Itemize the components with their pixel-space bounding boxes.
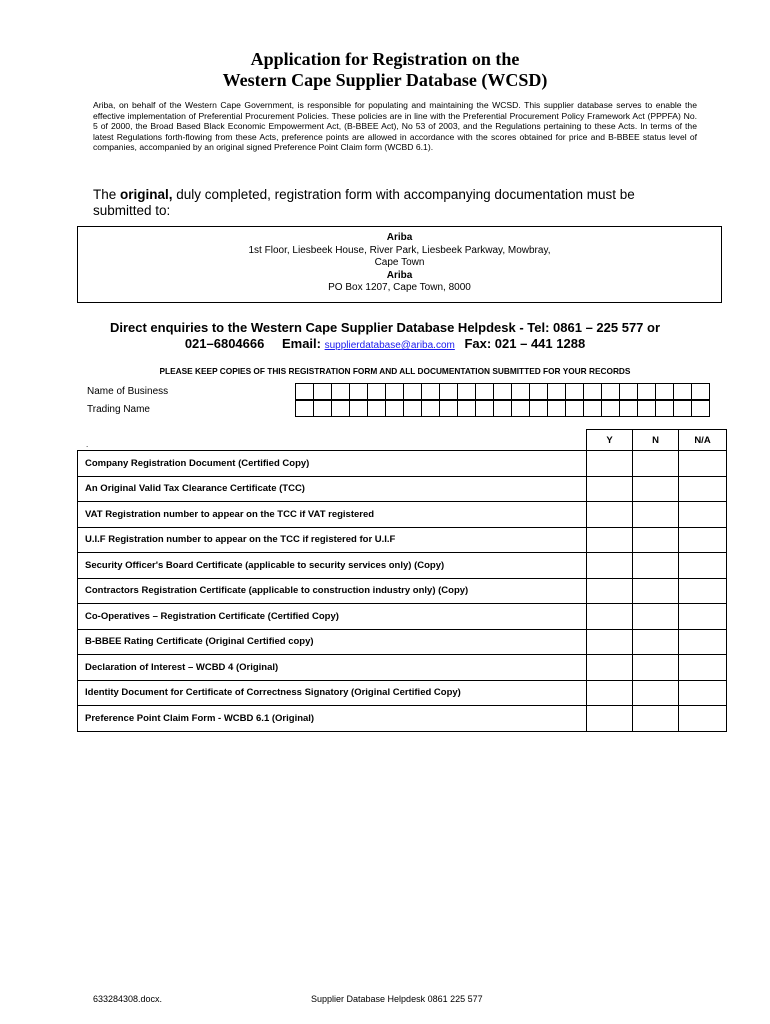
checkbox-cell-na[interactable] bbox=[679, 502, 727, 528]
checklist-item-label: Co-Operatives – Registration Certificate (Certified Copy) bbox=[78, 604, 587, 630]
business-name-label: Name of Business bbox=[87, 386, 169, 397]
enquiries-line-2 bbox=[60, 336, 710, 354]
table-row bbox=[78, 527, 727, 553]
checkbox-cell-y[interactable] bbox=[587, 527, 633, 553]
address-name-2: Ariba bbox=[386, 269, 413, 281]
table-row bbox=[78, 451, 727, 477]
checkbox-cell-n[interactable] bbox=[633, 527, 679, 553]
checklist-item-label: An Original Valid Tax Clearance Certificate (TCC) bbox=[78, 476, 587, 502]
checkbox-cell-n[interactable] bbox=[633, 476, 679, 502]
table-row bbox=[78, 476, 727, 502]
table-row bbox=[78, 502, 727, 528]
checklist-item-label: B-BBEE Rating Certificate (Original Certified copy) bbox=[78, 629, 587, 655]
checkbox-cell-na[interactable] bbox=[679, 604, 727, 630]
enquiries-phone-2: 021–6804666 bbox=[184, 336, 265, 351]
checklist-header-blank bbox=[78, 430, 587, 451]
checkbox-cell-y[interactable] bbox=[587, 502, 633, 528]
submission-text-pre: The bbox=[93, 187, 121, 202]
checkbox-cell-na[interactable] bbox=[679, 451, 727, 477]
address-line-1: 1st Floor, Liesbeek House, River Park, Liesbeek Parkway, Mowbray, bbox=[248, 244, 551, 256]
checkbox-cell-y[interactable] bbox=[587, 578, 633, 604]
checklist-item-label: Declaration of Interest – WCBD 4 (Original) bbox=[78, 655, 587, 681]
checkbox-cell-n[interactable] bbox=[633, 604, 679, 630]
intro-paragraph: Ariba, on behalf of the Western Cape Government, is responsible for populating and maintaining the WCSD. This supplier database serves to enable the effective implementation of Preferential Procurement Policies. These policies are in line with the Preferential Procurement Policy Framework Act (PPPFA) No. 5 of 2000, the Broad Based Black Economic Empowerment Act, (B-BBEE Act), No 53 of 2003, and the Regulations pertaining to these Acts. In terms of the latest Regulations forth-flowing from these Acts, preference points are allowed in accordance with the scores obtained for price and B-BBEE status level of companies, accompanied by an original signed Preference Point Claim form (WCBD 6.1). bbox=[93, 100, 697, 152]
table-row bbox=[78, 553, 727, 579]
table-row bbox=[78, 655, 727, 681]
checkbox-cell-n[interactable] bbox=[633, 655, 679, 681]
table-row bbox=[78, 578, 727, 604]
footer-doc-id: 633284308.docx. bbox=[93, 994, 163, 1004]
title-line-2: Western Cape Supplier Database (WCSD) bbox=[222, 70, 548, 90]
address-box bbox=[77, 226, 722, 303]
checkbox-cell-na[interactable] bbox=[679, 553, 727, 579]
checklist-item-label: Contractors Registration Certificate (applicable to construction industry only) (Copy) bbox=[78, 578, 587, 604]
checkbox-cell-na[interactable] bbox=[679, 655, 727, 681]
checkbox-cell-y[interactable] bbox=[587, 553, 633, 579]
checkbox-cell-y[interactable] bbox=[587, 706, 633, 732]
submission-text-bold: original, bbox=[120, 187, 173, 202]
checklist-item-label: Preference Point Claim Form - WCBD 6.1 (Original) bbox=[78, 706, 587, 732]
checkbox-cell-na[interactable] bbox=[679, 680, 727, 706]
checkbox-cell-y[interactable] bbox=[587, 629, 633, 655]
checklist-item-label: U.I.F Registration number to appear on the TCC if registered for U.I.F bbox=[78, 527, 587, 553]
column-y: Y bbox=[587, 430, 633, 451]
email-label: Email: bbox=[281, 336, 321, 351]
checkbox-cell-n[interactable] bbox=[633, 553, 679, 579]
checkbox-cell-n[interactable] bbox=[633, 451, 679, 477]
submission-instruction bbox=[93, 187, 693, 219]
footer-helpdesk: Supplier Database Helpdesk 0861 225 577 bbox=[311, 994, 483, 1004]
checkbox-cell-y[interactable] bbox=[587, 604, 633, 630]
helpdesk-enquiries bbox=[60, 320, 710, 354]
trading-name-input-grid[interactable] bbox=[295, 400, 710, 417]
checkbox-cell-y[interactable] bbox=[587, 476, 633, 502]
address-line-3: PO Box 1207, Cape Town, 8000 bbox=[328, 282, 471, 293]
business-name-input-grid[interactable] bbox=[295, 383, 710, 400]
checklist-item-label: Security Officer's Board Certificate (applicable to security services only) (Copy) bbox=[78, 553, 587, 579]
title-line-1: Application for Registration on the bbox=[250, 49, 520, 69]
checkbox-cell-n[interactable] bbox=[633, 502, 679, 528]
checkbox-cell-n[interactable] bbox=[633, 578, 679, 604]
table-row bbox=[78, 629, 727, 655]
checklist-item-label: VAT Registration number to appear on the TCC if VAT registered bbox=[78, 502, 587, 528]
column-n: N bbox=[633, 430, 679, 451]
documents-checklist bbox=[77, 429, 727, 732]
checkbox-cell-y[interactable] bbox=[587, 680, 633, 706]
checklist-header bbox=[78, 430, 727, 451]
checkbox-cell-na[interactable] bbox=[679, 629, 727, 655]
checkbox-cell-n[interactable] bbox=[633, 629, 679, 655]
checkbox-cell-n[interactable] bbox=[633, 706, 679, 732]
column-na: N/A bbox=[679, 430, 727, 451]
checklist-item-label: Identity Document for Certificate of Correctness Signatory (Original Certified Copy) bbox=[78, 680, 587, 706]
table-row bbox=[78, 706, 727, 732]
table-row bbox=[78, 604, 727, 630]
checkbox-cell-na[interactable] bbox=[679, 476, 727, 502]
page-title bbox=[0, 49, 770, 91]
table-row bbox=[78, 680, 727, 706]
checklist-item-label: Company Registration Document (Certified Copy) bbox=[78, 451, 587, 477]
checkbox-cell-y[interactable] bbox=[587, 655, 633, 681]
bullet-mark: . bbox=[86, 440, 89, 449]
submission-text-post: duly completed, registration form with accompanying documentation must be submitted to: bbox=[93, 187, 635, 218]
trading-name-label: Trading Name bbox=[87, 404, 150, 415]
checkbox-cell-n[interactable] bbox=[633, 680, 679, 706]
enquiries-line-1: Direct enquiries to the Western Cape Supplier Database Helpdesk - Tel: 0861 – 225 577 or bbox=[109, 320, 661, 335]
checkbox-cell-na[interactable] bbox=[679, 706, 727, 732]
checkbox-cell-y[interactable] bbox=[587, 451, 633, 477]
address-name-1: Ariba bbox=[386, 232, 413, 243]
email-link[interactable]: supplierdatabase@ariba.com bbox=[324, 340, 455, 351]
fax-number: Fax: 021 – 441 1288 bbox=[464, 336, 586, 351]
address-line-2: Cape Town bbox=[374, 257, 425, 268]
checkbox-cell-na[interactable] bbox=[679, 527, 727, 553]
checkbox-cell-na[interactable] bbox=[679, 578, 727, 604]
keep-copies-notice: PLEASE KEEP COPIES OF THIS REGISTRATION FORM AND ALL DOCUMENTATION SUBMITTED FOR YOUR RECORDS bbox=[159, 366, 631, 376]
